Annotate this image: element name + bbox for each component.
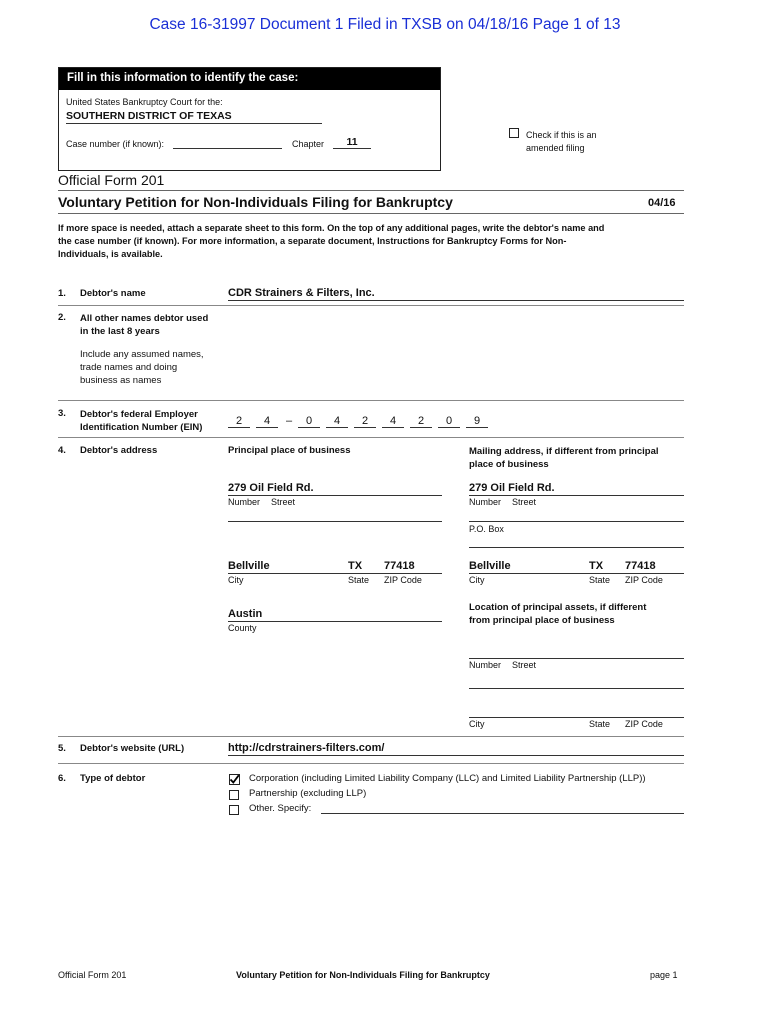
section-divider <box>58 763 684 764</box>
section-divider <box>58 437 684 438</box>
street-label: Street <box>512 497 537 507</box>
form-number: Official Form 201 <box>58 172 165 188</box>
q3-label-line: Identification Number (EIN) <box>80 422 203 433</box>
mailing-po-box-field[interactable] <box>469 508 684 522</box>
q2-note <box>80 348 204 387</box>
chapter-field[interactable]: 11 <box>333 136 371 149</box>
county-field[interactable]: Austin <box>228 608 442 622</box>
instruction-line: Individuals, is available. <box>58 249 163 259</box>
footer-form-title: Voluntary Petition for Non-Individuals Filing for Bankruptcy <box>236 970 490 980</box>
mailing-city-field[interactable]: Bellville <box>469 560 511 572</box>
city-label: City <box>228 575 244 585</box>
number-label: Number <box>469 497 502 507</box>
q3-label <box>80 408 202 434</box>
number-label: Number <box>469 660 502 670</box>
ein-digit[interactable]: 4 <box>382 415 404 428</box>
other-specify-field[interactable] <box>321 802 684 814</box>
q1-number: 1. <box>58 288 66 299</box>
location-heading-line: Location of principal assets, if different <box>469 602 647 613</box>
assets-street-line2-field[interactable] <box>469 675 684 689</box>
city-label: City <box>469 719 485 729</box>
ein-field[interactable] <box>228 415 494 428</box>
q4-number: 4. <box>58 445 66 456</box>
ein-digit[interactable]: 2 <box>410 415 432 428</box>
partnership-option-label: Partnership (excluding LLP) <box>249 788 367 799</box>
q2-label-line: in the last 8 years <box>80 326 160 337</box>
partnership-checkbox[interactable] <box>229 790 239 800</box>
principal-place-heading: Principal place of business <box>228 445 351 456</box>
po-box-label: P.O. Box <box>469 524 504 534</box>
state-label: State <box>348 575 370 585</box>
mailing-extra-line-field[interactable] <box>469 534 684 548</box>
ein-digit[interactable]: 0 <box>298 415 320 428</box>
mailing-heading-line: Mailing address, if different from principal <box>469 446 659 457</box>
q2-note-line: trade names and doing <box>80 362 178 373</box>
ein-digit[interactable]: 4 <box>256 415 278 428</box>
instruction-line: the case number (if known). For more information, a separate document, Instructions for Bankruptcy Forms for Non- <box>58 236 567 246</box>
other-checkbox[interactable] <box>229 805 239 815</box>
principal-zip-field[interactable]: 77418 <box>384 560 415 572</box>
amended-label-line2: amended filing <box>526 143 585 153</box>
filing-header: Case 16-31997 Document 1 Filed in TXSB on 04/18/16 Page 1 of 13 <box>149 16 621 33</box>
amended-label-line1: Check if this is an <box>526 130 597 140</box>
mailing-state-field[interactable]: TX <box>589 560 604 572</box>
ein-digit[interactable]: 0 <box>438 415 460 428</box>
case-number-label: Case number (if known): <box>66 139 165 149</box>
state-label: State <box>589 719 611 729</box>
street-label: Street <box>512 660 537 670</box>
title-rule-top <box>58 190 684 191</box>
mailing-street-field[interactable]: 279 Oil Field Rd. <box>469 482 684 496</box>
instructions <box>58 222 604 261</box>
q4-label: Debtor's address <box>80 445 158 456</box>
debtor-name-field[interactable]: CDR Strainers & Filters, Inc. <box>228 287 684 301</box>
q2-note-line: business as names <box>80 375 162 386</box>
q2-note-line: Include any assumed names, <box>80 349 204 360</box>
principal-street-field[interactable]: 279 Oil Field Rd. <box>228 482 442 496</box>
court-label: United States Bankruptcy Court for the: <box>66 97 223 107</box>
q3-label-line: Debtor's federal Employer <box>80 409 198 420</box>
other-option-label: Other. Specify: <box>249 803 312 814</box>
amended-filing-label <box>526 129 597 155</box>
q2-label <box>80 312 208 338</box>
county-label: County <box>228 623 257 633</box>
q6-number: 6. <box>58 773 66 784</box>
q3-number: 3. <box>58 408 66 419</box>
q5-label: Debtor's website (URL) <box>80 743 185 754</box>
zip-label: ZIP Code <box>625 719 663 729</box>
ein-digit[interactable]: 2 <box>228 415 250 428</box>
website-field[interactable]: http://cdrstrainers-filters.com/ <box>228 742 684 756</box>
ein-digit[interactable]: 2 <box>354 415 376 428</box>
state-label: State <box>589 575 611 585</box>
chapter-label: Chapter <box>292 139 325 149</box>
q6-label: Type of debtor <box>80 773 146 784</box>
assets-city-state-zip-field[interactable] <box>469 704 684 718</box>
city-label: City <box>469 575 485 585</box>
q2-label-line: All other names debtor used <box>80 313 209 324</box>
mailing-zip-field[interactable]: 77418 <box>625 560 656 572</box>
corporation-option-label: Corporation (including Limited Liability Company (LLC) and Limited Liability Partnership (LLP)) <box>249 773 646 784</box>
ein-dash: – <box>285 415 293 427</box>
footer-form-number: Official Form 201 <box>58 970 127 980</box>
section-divider <box>58 305 684 306</box>
q5-number: 5. <box>58 743 66 754</box>
principal-state-field[interactable]: TX <box>348 560 363 572</box>
id-box-title: Fill in this information to identify the case: <box>59 68 440 90</box>
form-version: 04/16 <box>648 197 676 209</box>
footer-page-number: page 1 <box>650 970 678 980</box>
amended-filing-checkbox[interactable] <box>509 128 519 138</box>
principal-city-field[interactable]: Bellville <box>228 560 270 572</box>
mailing-heading-line: place of business <box>469 459 549 470</box>
title-rule-bottom <box>58 213 684 214</box>
number-label: Number <box>228 497 261 507</box>
instruction-line: If more space is needed, attach a separate sheet to this form. On the top of any additional pages, write the debtor's name and <box>58 223 605 233</box>
location-assets-heading <box>469 601 646 627</box>
ein-digit[interactable]: 4 <box>326 415 348 428</box>
principal-street-line2-field[interactable] <box>228 508 442 522</box>
corporation-checkbox[interactable] <box>229 774 240 785</box>
mailing-address-heading <box>469 445 659 471</box>
assets-street-field[interactable] <box>469 645 684 659</box>
district-field[interactable]: SOUTHERN DISTRICT OF TEXAS <box>66 110 322 124</box>
q2-number: 2. <box>58 312 66 323</box>
zip-label: ZIP Code <box>625 575 663 585</box>
section-divider <box>58 736 684 737</box>
q1-label: Debtor's name <box>80 288 146 299</box>
section-divider <box>58 400 684 401</box>
location-heading-line: from principal place of business <box>469 615 615 626</box>
ein-digit[interactable]: 9 <box>466 415 488 428</box>
street-label: Street <box>271 497 296 507</box>
form-title: Voluntary Petition for Non-Individuals Filing for Bankruptcy <box>58 194 453 210</box>
zip-label: ZIP Code <box>384 575 422 585</box>
case-number-field[interactable] <box>173 137 282 149</box>
checkmark-icon <box>229 774 240 785</box>
